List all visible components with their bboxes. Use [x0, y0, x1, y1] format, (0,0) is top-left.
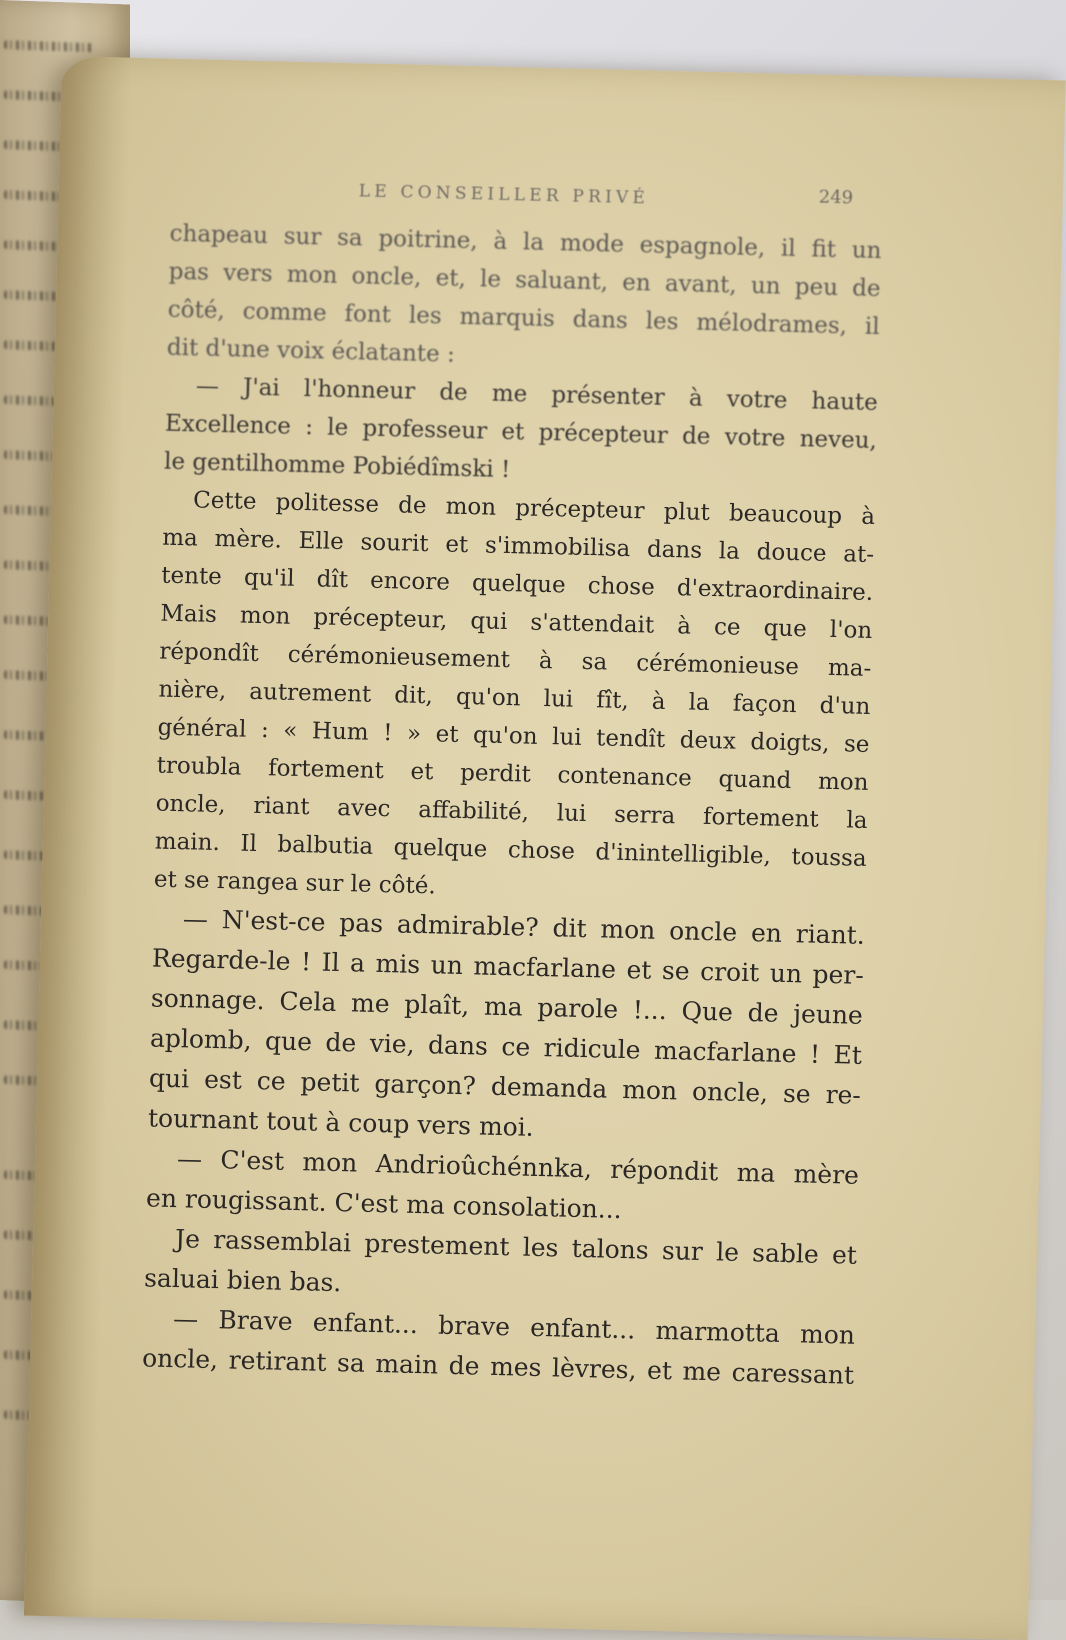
text-line: Mais mon précepteur, qui s'attendait à ce que l'on [160, 600, 873, 644]
text-line: nière, autrement dit, qu'on lui fît, à la façon d'un [158, 676, 871, 720]
text-line: troubla fortement et perdit contenance quand mon [156, 752, 869, 796]
text-line: aplomb, que de vie, dans ce ridicule macfarlane ! Et [149, 1023, 863, 1070]
text-line: et se rangea sur le côté. [153, 866, 437, 900]
text-line: en rougissant. C'est ma consolation... [145, 1183, 623, 1225]
text-line: main. Il balbutia quelque chose d'inintelligible, toussa [154, 828, 867, 872]
text-line: Excellence : le professeur et précepteur de votre neveu, [164, 410, 878, 455]
text-line: dit d'une voix éclatante : [166, 334, 456, 368]
facing-page-text [4, 40, 94, 52]
text-line: général : « Hum ! » et qu'on lui tendît deux doigts, se [157, 714, 870, 758]
text-line: oncle, retirant sa main de mes lèvres, et me caressant [141, 1343, 855, 1390]
text-line: côté, comme font les marquis dans les mélodrames, il [167, 296, 880, 341]
text-line: — N'est-ce pas admirable? dit mon oncle en riant. [182, 904, 866, 950]
text-line: sonnage. Cela me plaît, ma parole !... Que de jeune [150, 983, 864, 1030]
text-line: — Brave enfant... brave enfant... marmotta mon [172, 1304, 856, 1350]
text-line: chapeau sur sa poitrine, à la mode espagnole, il fit un [169, 220, 882, 265]
text-line: — C'est mon Andrioûchénnka, répondit ma mère [176, 1144, 860, 1190]
page-number: 249 [818, 186, 854, 209]
text-line: Je rassemblai prestement les talons sur le sable et [174, 1224, 858, 1270]
text-line: tente qu'il dît encore quelque chose d'extraordinaire. [161, 562, 874, 606]
text-line: Regarde-le ! Il a mis un macfarlane et se croit un per- [151, 943, 865, 990]
text-line: saluai bien bas. [143, 1263, 342, 1298]
text-line: répondît cérémonieusement à sa cérémonieuse ma- [159, 638, 872, 682]
text-line: Cette politesse de mon précepteur plut beaucoup à [192, 487, 876, 530]
text-line: ma mère. Elle sourit et s'immobilisa dans la douce at- [161, 524, 875, 568]
text-line: qui est ce petit garçon? demanda mon oncle, se re- [148, 1063, 862, 1110]
book-page [24, 56, 1066, 1640]
text-line: tournant tout à coup vers moi. [147, 1103, 535, 1142]
text-line: pas vers mon oncle, et, le saluant, en avant, un peu de [168, 258, 881, 303]
running-head: LE CONSEILLER PRIVÉ [358, 181, 650, 209]
text-line: oncle, riant avec affabilité, lui serra fortement la [155, 790, 868, 834]
body-text [142, 215, 882, 1396]
text-line: le gentilhomme Pobiédîmski ! [163, 448, 511, 484]
text-line: — J'ai l'honneur de me présenter à votre haute [195, 373, 879, 417]
